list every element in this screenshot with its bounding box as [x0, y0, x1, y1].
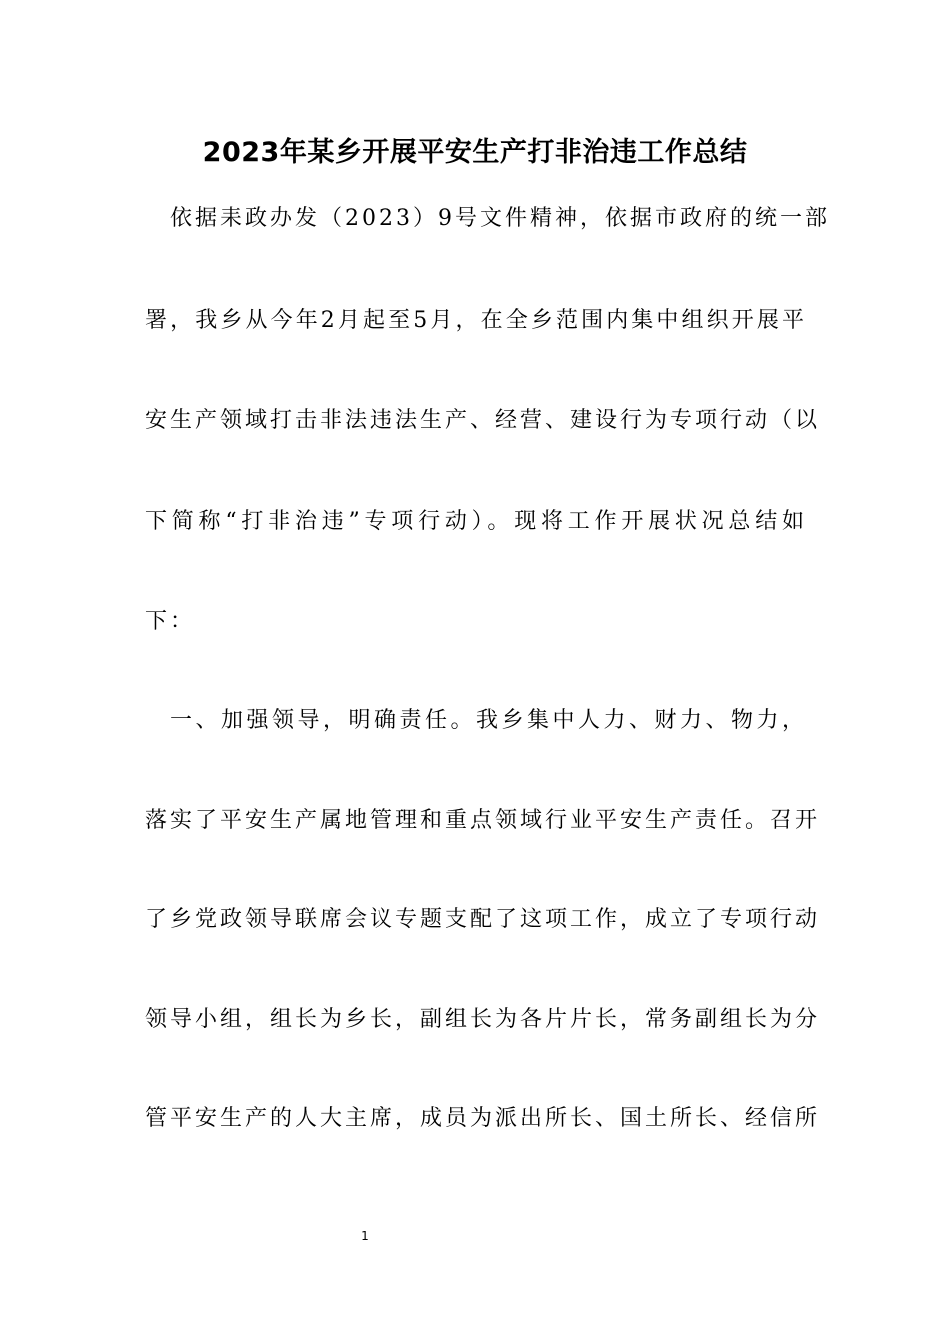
paragraph-line-6: 一、加强领导，明确责任。我乡集中人力、财力、物力，: [170, 708, 807, 733]
paragraph-line-1: 依据耒政办发（2023）9号文件精神，依据市政府的统一部: [170, 206, 830, 231]
paragraph-line-9: 领导小组，组长为乡长，副组长为各片片长，常务副组长为分: [145, 1007, 821, 1032]
page-number: 1: [361, 1229, 369, 1243]
paragraph-line-4: 下简称“打非治违”专项行动）。现将工作开展状况总结如: [145, 509, 807, 534]
paragraph-line-2: 署，我乡从今年2月起至5月，在全乡范围内集中组织开展平: [145, 308, 807, 333]
paragraph-line-10: 管平安生产的人大主席，成员为派出所长、国土所长、经信所: [145, 1106, 821, 1131]
paragraph-line-8: 了乡党政领导联席会议专题支配了这项工作，成立了专项行动: [145, 907, 821, 932]
paragraph-line-7: 落实了平安生产属地管理和重点领域行业平安生产责任。召开: [145, 808, 821, 833]
document-title: 2023年某乡开展平安生产打非治违工作总结: [202, 137, 748, 168]
paragraph-line-5: 下：: [145, 609, 196, 634]
paragraph-line-3: 安生产领域打击非法违法生产、经营、建设行为专项行动（以: [145, 408, 821, 433]
